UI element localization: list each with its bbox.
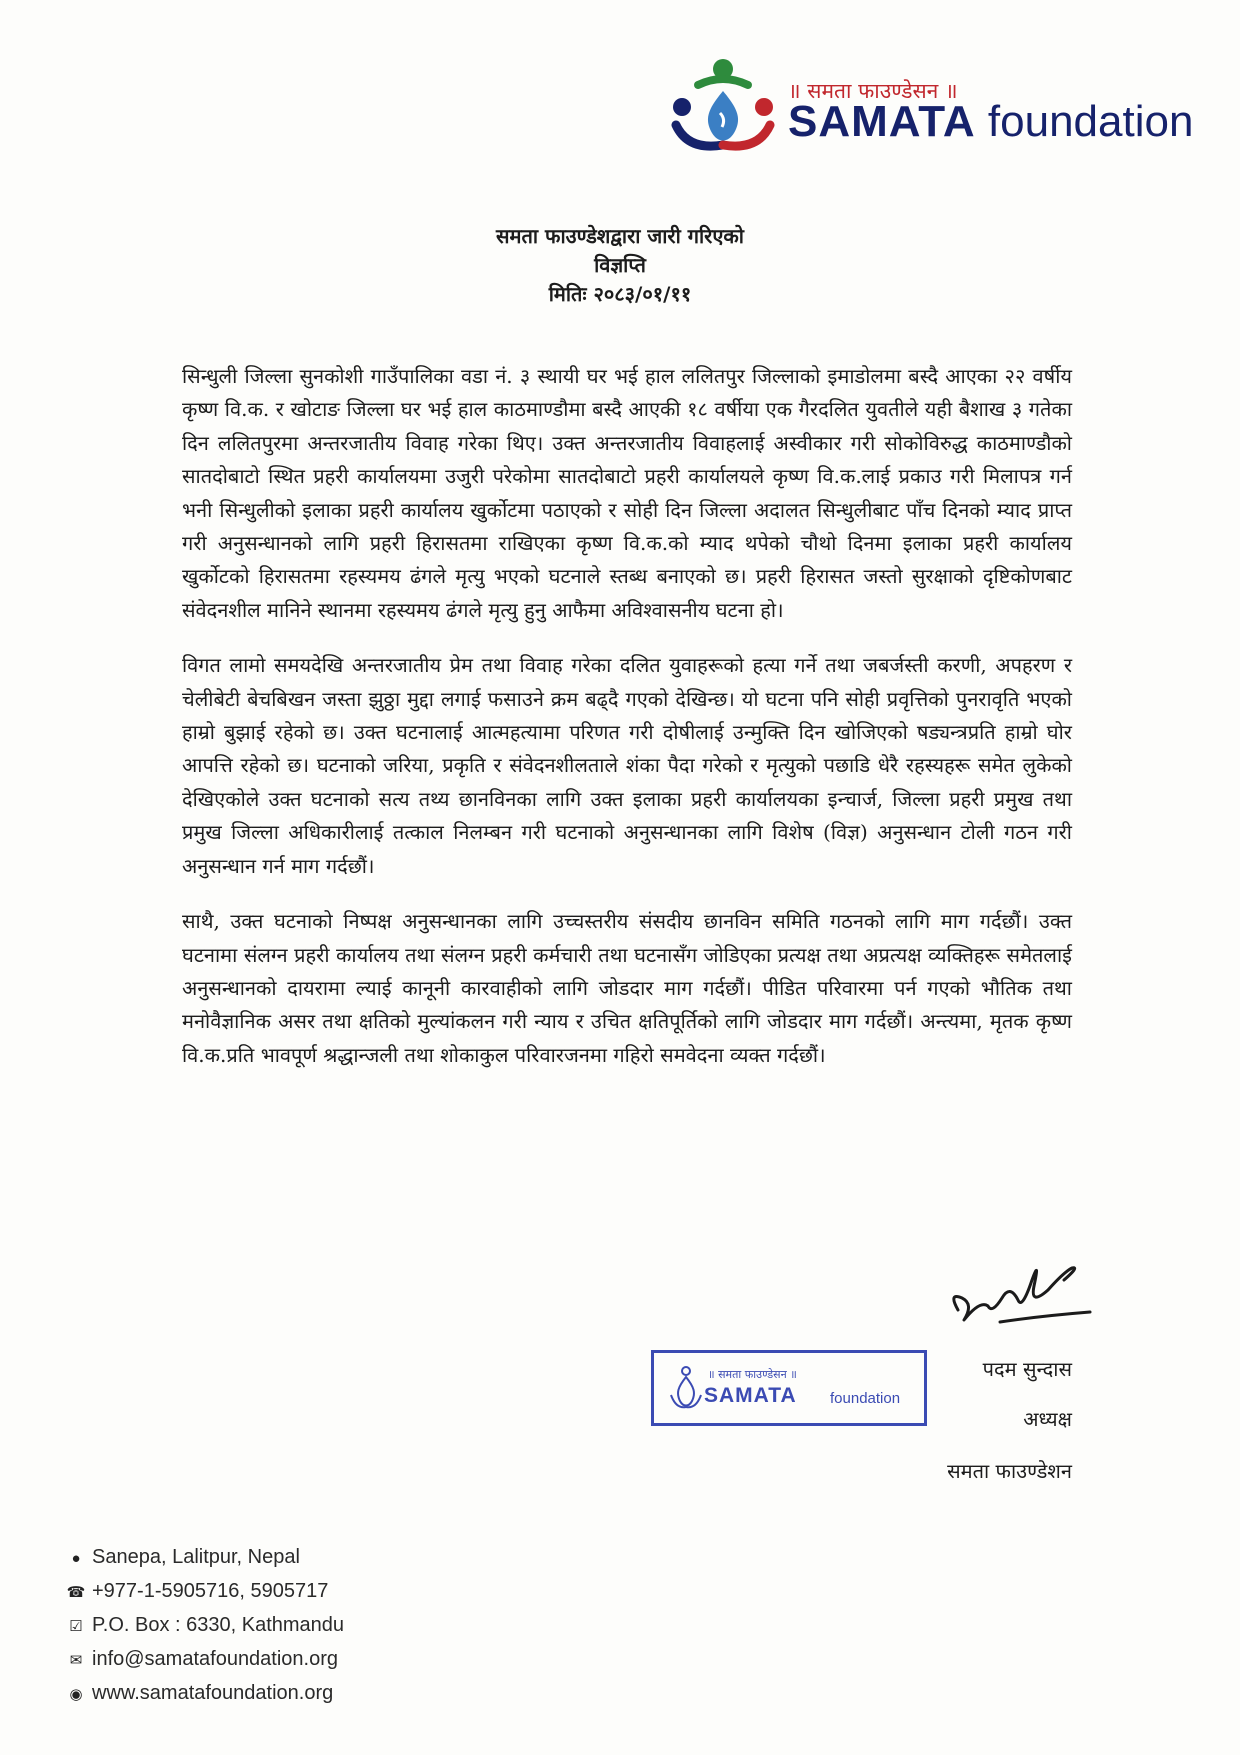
signer-title: अध्यक्ष <box>1023 1407 1072 1431</box>
body-paragraph-1: सिन्धुली जिल्ला सुनकोशी गाउँपालिका वडा नं. ३ स्थायी घर भई हाल ललितपुर जिल्लाको इमाडोलमा बस्दै आएका २२ वर्षीय कृष्ण वि.क. र खोटाङ जिल्ला घर भई हाल काठमाण्डौमा बस्दै आएकी १८ वर्षीया एक गैरदलित युवतीले यही बैशाख ३ गतेका दिन ललितपुरमा अन्तरजातीय विवाह गरेका थिए। उक्त अन्तरजातीय विवाहलाई अस्वीकार गरी सोकोविरुद्ध काठमाण्डौको सातदोबाटो स्थित प्रहरी कार्यालयमा उजुरी परेकोमा सातदोबाटो प्रहरी कार्यालयले कृष्ण वि.क.लाई प्रकाउ गरी मिलापत्र गर्न भनी सिन्धुलीको इलाका प्रहरी कार्यालय खुर्कोटमा पठाएको र सोही दिन जिल्ला अदालत सिन्धुलीबाट पाँच दिनको म्याद प्राप्त गरी अनुसन्धानको लागि प्रहरी हिरासतमा राखिएका कृष्ण वि.क.को म्याद थपेको चौथो दिनमा इलाका प्रहरी कार्यालय खुर्कोटको हिरासतमा रहस्यमय ढंगले मृत्यु भएको घटनाले स्तब्ध बनाएको छ। प्रहरी हिरासत जस्तो सुरक्षाको दृष्टिकोणबाट संवेदनशील मानिने स्थानमा रहस्यमय ढंगले मृत्यु हुनु आफैमा अविश्वासनीय घटना हो। <box>182 364 1072 622</box>
footer-email <box>66 1642 344 1676</box>
footer-website <box>66 1676 344 1710</box>
heading-line-issuer: समता फाउण्डेशद्वारा जारी गरिएको <box>496 224 744 248</box>
body-paragraph-2: विगत लामो समयदेखि अन्तरजातीय प्रेम तथा विवाह गरेका दलित युवाहरूको हत्या गर्ने तथा जबर्जस्ती करणी, अपहरण र चेलीबेटी बेचबिखन जस्ता झुठ्ठा मुद्दा लगाई फसाउने क्रम बढ्दै गएको देखिन्छ। यो घटना पनि सोही प्रवृत्तिको पुनरावृति भएको हाम्रो बुझाई रहेको छ। उक्त घटनालाई आत्महत्यामा परिणत गरी दोषीलाई उन्मुक्ति दिन खोजिएको षड्यन्त्रप्रति हाम्रो घोर आपत्ति रहेको छ। घटनाको जरिया, प्रकृति र संवेदनशीलताले शंका पैदा गरेको र मृत्युको पछाडि धेरै रहस्यहरू समेत लुकेको देखिएकोले उक्त घटनाको सत्य तथ्य छानविनका लागि उक्त इलाका प्रहरी कार्यालयका इन्चार्ज, जिल्ला प्रहरी प्रमुख तथा प्रमुख जिल्ला अधिकारीलाई तत्काल निलम्बन गरी घटनाको अनुसन्धानका लागि विशेष (विज्ञ) अनुसन्धान टोली गठन गरी अनुसन्धान गर्न माग गर्दछौं। <box>182 653 1072 878</box>
contact-footer <box>66 1540 344 1710</box>
footer-phone-text: +977-1-5905716, 5905717 <box>92 1580 329 1602</box>
stamp-tagline: ॥ समता फाउण्डेसन ॥ <box>708 1368 797 1381</box>
heading-line-date: मितिः २०८३/०१/११ <box>548 282 692 306</box>
location-pin-icon: ● <box>71 1550 81 1567</box>
heading-line-title: विज्ञप्ति <box>594 253 646 277</box>
letterhead-logo <box>668 55 1194 165</box>
footer-email-text[interactable]: info@samatafoundation.org <box>92 1648 339 1670</box>
footer-phone <box>66 1574 344 1608</box>
press-release-body <box>182 360 1072 1094</box>
stamp-logo-icon <box>668 1365 704 1411</box>
logo-wordmark <box>788 97 1193 147</box>
phone-icon: ☎ <box>66 1584 86 1601</box>
handwritten-signature <box>940 1240 1110 1340</box>
footer-address <box>66 1540 344 1574</box>
logo-name-bold: SAMATA <box>788 97 976 146</box>
press-release-heading <box>0 222 1240 309</box>
footer-po-box <box>66 1608 344 1642</box>
globe-icon: ◉ <box>69 1686 83 1703</box>
body-paragraph-3: साथै, उक्त घटनाको निष्पक्ष अनुसन्धानका लागि उच्चस्तरीय संसदीय छानविन समिति गठनको लागि माग गर्दछौं। उक्त घटनामा संलग्न प्रहरी कार्यालय तथा संलग्न प्रहरी कर्मचारी तथा घटनासँग जोडिएका प्रत्यक्ष तथा अप्रत्यक्ष व्यक्तिहरू समेतलाई अनुसन्धानको दायरामा ल्याई कानूनी कारवाहीको लागि जोडदार माग गर्दछौं। पीडित परिवारमा पर्न गएको भौतिक तथा मनोवैज्ञानिक असर तथा क्षतिको मुल्यांकलन गरी न्याय र उचित क्षतिपूर्तिको लागि जोडदार माग गर्दछौं। अन्त्यमा, मृतक कृष्ण वि.क.प्रति भावपूर्ण श्रद्धान्जली तथा शोकाकुल परिवारजनमा गहिरो समवेदना व्यक्त गर्दछौं। <box>182 909 1072 1067</box>
signer-organization: समता फाउण्डेशन <box>947 1459 1072 1483</box>
footer-address-text: Sanepa, Lalitpur, Nepal <box>92 1546 300 1568</box>
email-icon: ✉ <box>69 1652 83 1669</box>
po-box-icon: ☑ <box>69 1618 83 1635</box>
logo-tagline: ॥ समता फाउण्डेसन ॥ <box>788 79 958 103</box>
stamp-name: SAMATA <box>704 1384 797 1407</box>
signer-name: पदम सुन्दास <box>982 1357 1072 1381</box>
stamp-suffix: foundation <box>830 1390 901 1407</box>
footer-website-text[interactable]: www.samatafoundation.org <box>92 1682 334 1704</box>
samata-logo-icon <box>668 55 778 155</box>
organization-stamp <box>651 1350 927 1426</box>
logo-name-light: foundation <box>987 97 1194 146</box>
footer-po-box-text: P.O. Box : 6330, Kathmandu <box>92 1614 345 1636</box>
